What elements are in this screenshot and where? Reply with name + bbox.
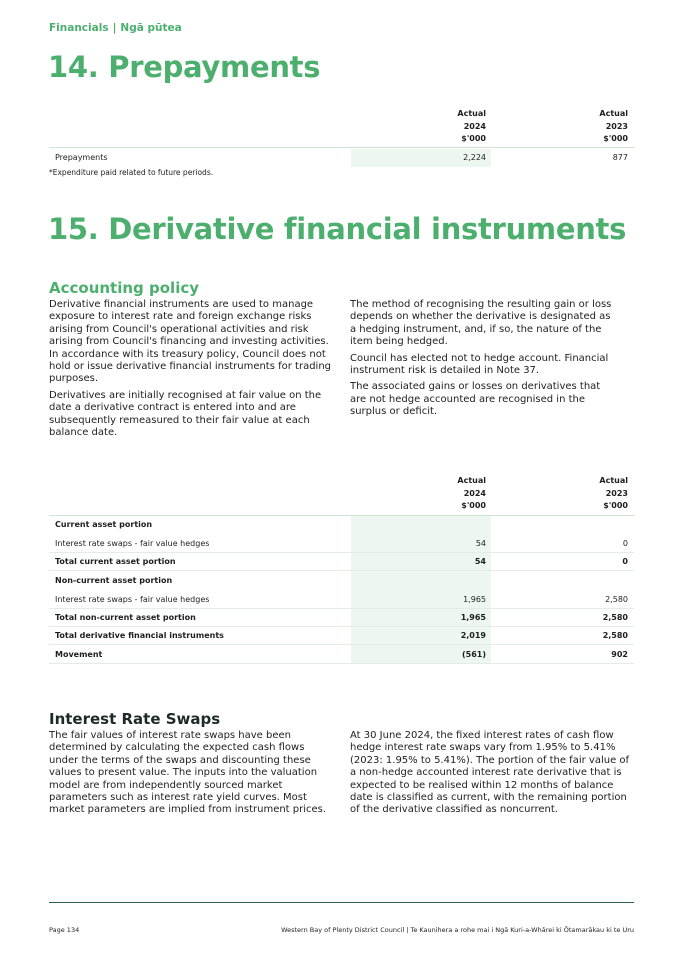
- accounting-policy-right-column: [350, 299, 618, 423]
- row-label: Total current asset portion: [55, 557, 176, 566]
- row-value-2023: 2,580: [602, 613, 628, 622]
- prepayments-header-rule: [49, 147, 634, 148]
- table-row: [49, 516, 634, 534]
- col-actual-label: Actual: [457, 109, 486, 118]
- derivatives-col-2024-header: [400, 475, 486, 513]
- table-row: [49, 553, 634, 571]
- row-value-2023: 902: [611, 650, 628, 659]
- row-value-2024: (561): [461, 650, 486, 659]
- row-value-2024: 1,965: [460, 613, 486, 622]
- col-unit-label: $'000: [603, 501, 628, 510]
- derivatives-heading: 15. Derivative financial instruments: [48, 212, 627, 246]
- policy-paragraph: The method of recognising the resulting gain or loss depends on whether the derivative is designated as a hedging instrument, and, if so, the nature of the item being hedged.: [350, 299, 612, 348]
- row-label: Prepayments: [55, 153, 108, 162]
- table-row: [49, 572, 634, 590]
- row-value-2024: 54: [475, 539, 486, 548]
- table-row: [49, 609, 634, 627]
- col-actual-label: Actual: [599, 476, 628, 485]
- footer-divider: [49, 902, 634, 903]
- swaps-right-column: [350, 730, 634, 821]
- col-year-label: 2024: [463, 488, 486, 498]
- col-year-label: 2023: [605, 121, 628, 131]
- table-row: [49, 591, 634, 609]
- table-row: [49, 646, 634, 664]
- accounting-policy-heading: Accounting policy: [49, 279, 199, 297]
- row-value-2023: 2,580: [605, 595, 628, 604]
- breadcrumb-section-maori: Ngā pūtea: [120, 22, 182, 34]
- swaps-paragraph: At 30 June 2024, the fixed interest rates of cash flow hedge interest rate swaps vary from 1.95% to 5.41% (2023: 1.95% to 5.41%). The portion of the fair value of a non-hedge accounted interest rate derivative that is expected to be realised within 12 months of balance date is classified as current, with the remaining portion of the derivative classified as noncurrent.: [350, 730, 630, 816]
- accounting-policy-left-column: [49, 299, 334, 443]
- breadcrumb-section: Financials: [49, 22, 109, 34]
- row-value-2023: 0: [622, 539, 628, 548]
- row-value-2024: 2,224: [463, 153, 486, 162]
- prepayments-col-2024-header: [400, 108, 486, 146]
- row-value-2024: 1,965: [463, 595, 486, 604]
- table-row: [49, 535, 634, 553]
- swaps-paragraph: The fair values of interest rate swaps have been determined by calculating the expected cash flows under the terms of the swaps and discounting these values to present value. The inputs into the valuation model are from independently sourced market parameters such as interest rate yield curves. Most market parameters are implied from instrument prices.: [49, 730, 327, 816]
- breadcrumb-separator: |: [112, 22, 117, 34]
- row-value-2023: 2,580: [602, 631, 628, 640]
- row-label: Current asset portion: [55, 520, 153, 529]
- policy-paragraph: Derivatives are initially recognised at fair value on the date a derivative contract is entered into and are subsequently remeasured to their fair value at each balance date.: [49, 389, 322, 439]
- col-year-label: 2024: [463, 121, 486, 131]
- table-row: [49, 627, 634, 645]
- prepayments-row: [49, 149, 634, 167]
- row-value-2023: 0: [622, 557, 628, 566]
- derivatives-col-2023-header: [542, 475, 628, 513]
- prepayments-heading: 14. Prepayments: [48, 50, 321, 84]
- col-actual-label: Actual: [599, 109, 628, 118]
- policy-paragraph: The associated gains or losses on derivatives that are not hedge accounted are recognised in the surplus or deficit.: [350, 381, 601, 418]
- prepayments-col-2023-header: [542, 108, 628, 146]
- col-year-label: 2023: [605, 488, 628, 498]
- swaps-left-column: [49, 730, 336, 821]
- col-actual-label: Actual: [457, 476, 486, 485]
- footer-organisation: Western Bay of Plenty District Council | Te Kaunihera a rohe mai i Ngā Kuri-a-Whārei ki Ōtamarākau ki te Uru: [281, 926, 634, 934]
- interest-rate-swaps-heading: Interest Rate Swaps: [49, 710, 221, 728]
- col-unit-label: $'000: [603, 134, 628, 143]
- policy-paragraph: Council has elected not to hedge account. Financial instrument risk is detailed in Note 37.: [350, 352, 609, 377]
- row-label: Total derivative financial instruments: [55, 631, 224, 640]
- row-label: Non-current asset portion: [55, 576, 173, 585]
- row-value-2024: 2,019: [460, 631, 486, 640]
- policy-paragraph: Derivative financial instruments are used to manage exposure to interest rate and foreign exchange risks arising from Council's operational activities and risk arising from Council's financing and investing activities. In accordance with its treasury policy, Council does not hold or issue derivative financial instruments for trading purposes.: [49, 299, 332, 385]
- col-unit-label: $'000: [461, 134, 486, 143]
- row-value-2024: 54: [474, 557, 486, 566]
- col-unit-label: $'000: [461, 501, 486, 510]
- row-label: Interest rate swaps - fair value hedges: [55, 539, 210, 548]
- page-number: Page 134: [49, 926, 80, 934]
- row-label: Movement: [55, 650, 103, 659]
- row-label: Interest rate swaps - fair value hedges: [55, 595, 210, 604]
- row-value-2023: 877: [612, 153, 628, 162]
- breadcrumb: [49, 22, 182, 34]
- row-label: Total non-current asset portion: [55, 613, 196, 622]
- prepayments-footnote: *Expenditure paid related to future periods.: [49, 168, 214, 177]
